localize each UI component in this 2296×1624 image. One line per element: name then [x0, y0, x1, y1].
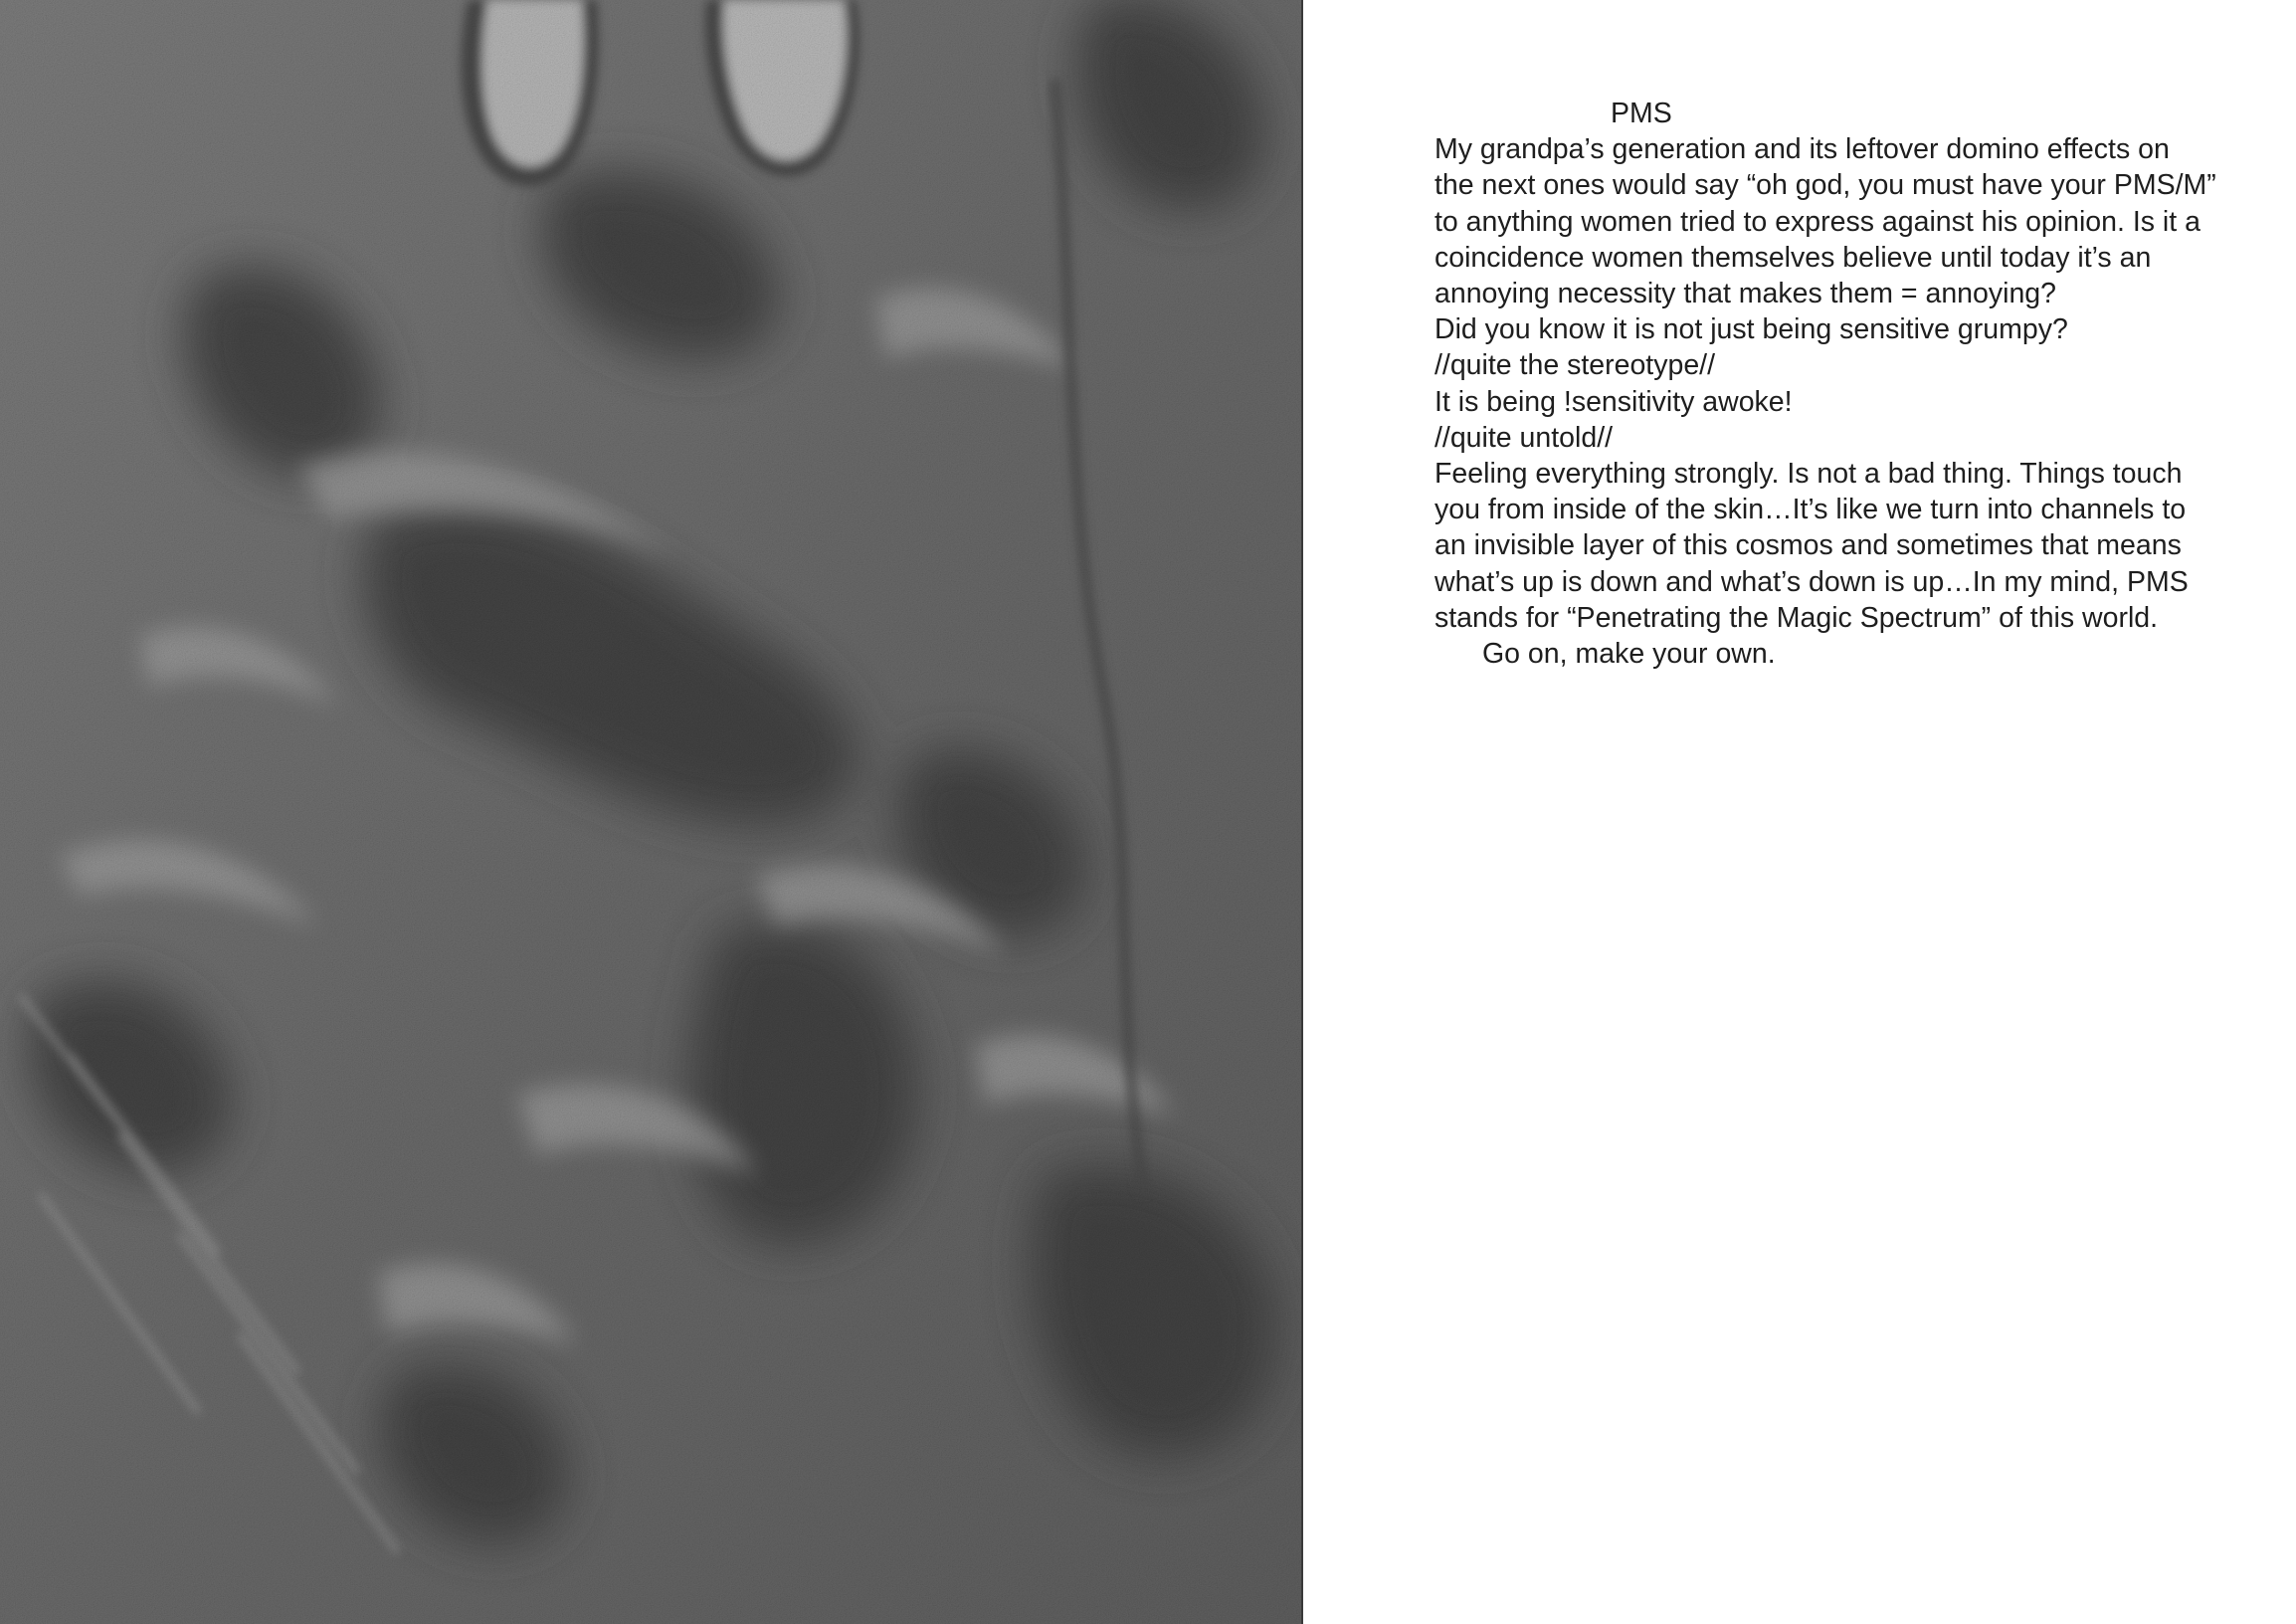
essay-title: PMS [1611, 98, 1672, 129]
essay-closing: Go on, make your own. [1482, 638, 1776, 671]
essay-line: It is being !sensitivity awoke! [1435, 385, 1793, 418]
essay-line: an invisible layer of this cosmos and sometimes that means [1435, 529, 2182, 562]
essay-line: annoying necessity that makes them = annoying? [1435, 278, 2057, 310]
essay-line: to anything women tried to express against his opinion. Is it a [1435, 205, 2200, 238]
essay-line: what’s up is down and what’s down is up…In my mind, PMS [1435, 565, 2189, 598]
essay-line: Did you know it is not just being sensitive grumpy? [1435, 313, 2068, 346]
essay-line: Feeling everything strongly. Is not a bad thing. Things touch [1435, 458, 2183, 491]
essay-line: My grandpa’s generation and its leftover domino effects on [1435, 133, 2170, 166]
essay-line: //quite the stereotype// [1435, 349, 1716, 382]
essay-text [1435, 96, 2250, 672]
essay-line: the next ones would say “oh god, you must have your PMS/M” [1435, 169, 2216, 202]
text-page [1303, 0, 2296, 1624]
essay-line: you from inside of the skin…It’s like we turn into channels to [1435, 494, 2187, 526]
essay-line: coincidence women themselves believe until today it’s an [1435, 241, 2152, 274]
essay-line: //quite untold// [1435, 421, 1614, 454]
essay-line: stands for “Penetrating the Magic Spectrum” of this world. [1435, 601, 2159, 634]
